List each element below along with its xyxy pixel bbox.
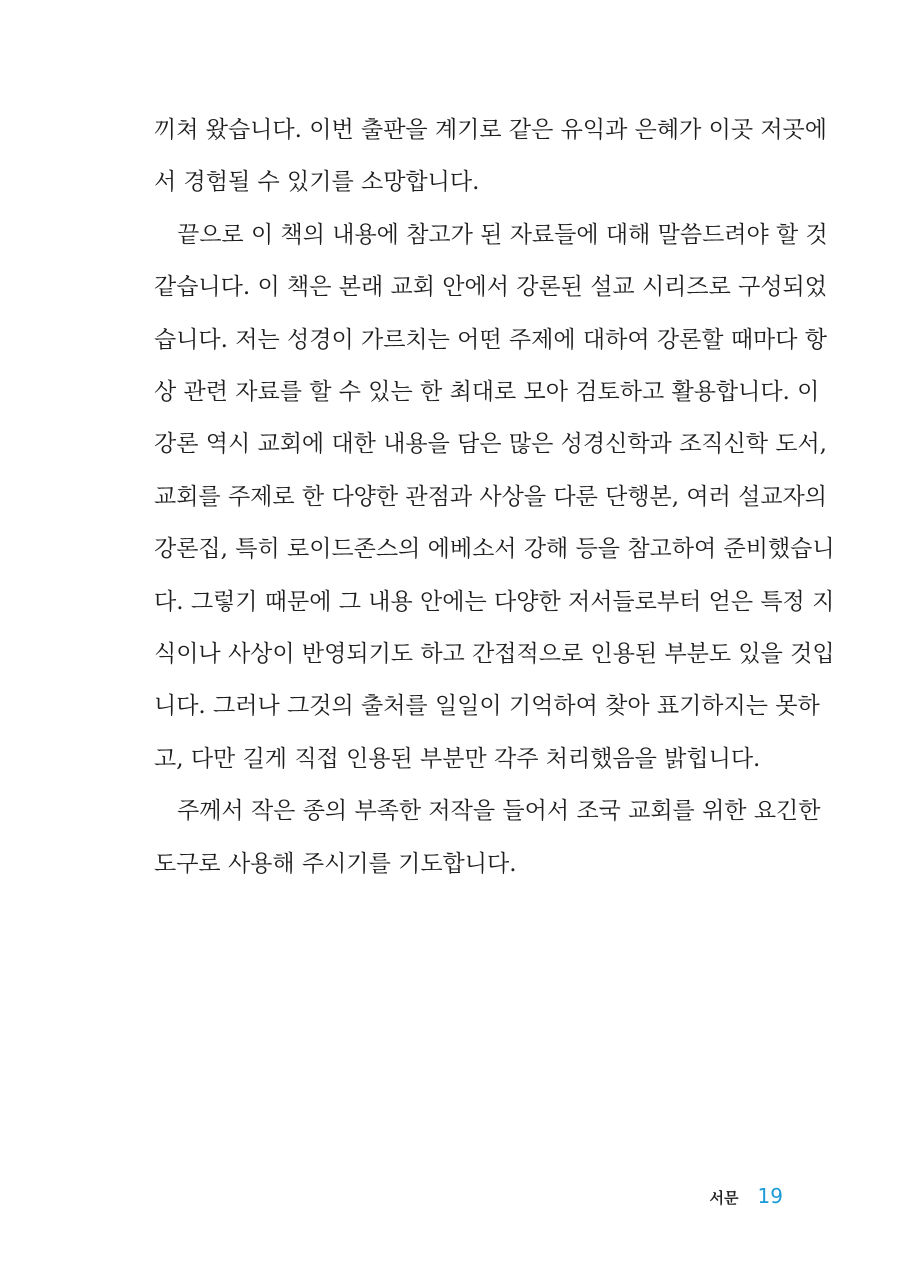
text-line: 니다. 그러나 그것의 출처를 일일이 기억하여 찾아 표기하지는 못하 [154, 693, 820, 720]
text-line: 고, 다만 길게 직접 인용된 부분만 각주 처리했음을 밝힙니다. [154, 745, 761, 772]
page-footer [0, 1184, 783, 1208]
text-line: 상 관련 자료를 할 수 있는 한 최대로 모아 검토하고 활용합니다. 이 [154, 379, 820, 406]
text-line: 끝으로 이 책의 내용에 참고가 된 자료들에 대해 말씀드려야 할 것 [177, 221, 828, 248]
text-line: 습니다. 저는 성경이 가르치는 어떤 주제에 대하여 강론할 때마다 항 [154, 326, 827, 353]
text-line: 도구로 사용해 주시기를 기도합니다. [154, 850, 517, 877]
text-line: 같습니다. 이 책은 본래 교회 안에서 강론된 설교 시리즈로 구성되었 [154, 274, 827, 301]
text-line: 다. 그렇기 때문에 그 내용 안에는 다양한 저서들로부터 얻은 특정 지 [154, 588, 835, 615]
text-line: 교회를 주제로 한 다양한 관점과 사상을 다룬 단행본, 여러 설교자의 [154, 483, 827, 510]
text-line: 강론 역시 교회에 대한 내용을 담은 많은 성경신학과 조직신학 도서, [154, 431, 827, 458]
text-line: 끼쳐 왔습니다. 이번 출판을 계기로 같은 유익과 은혜가 이곳 저곳에 [154, 117, 827, 143]
text-line: 주께서 작은 종의 부족한 저작을 들어서 조국 교회를 위한 요긴한 [177, 798, 821, 825]
text-line: 강론집, 특히 로이드존스의 에베소서 강해 등을 참고하여 준비했습니 [154, 536, 835, 563]
text-line: 서 경험될 수 있기를 소망합니다. [154, 169, 480, 196]
running-section-title: 서문 [709, 1189, 739, 1207]
text-line: 식이나 사상이 반영되기도 하고 간접적으로 인용된 부분도 있을 것입 [154, 641, 835, 668]
page-number: 19 [757, 1184, 783, 1208]
body-text [154, 104, 835, 890]
